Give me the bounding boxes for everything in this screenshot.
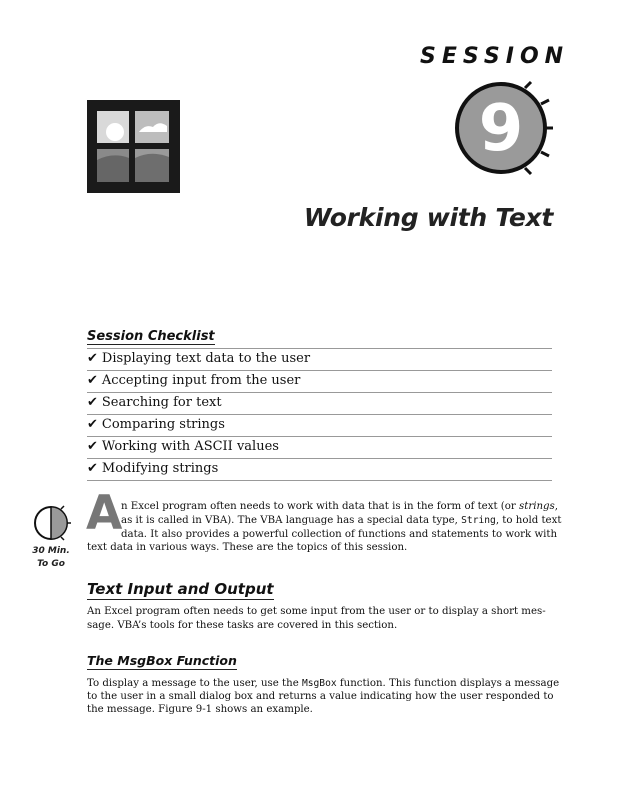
window-landscape-icon — [87, 100, 180, 193]
checkmark-icon: ✔ — [87, 461, 98, 476]
checklist-item-label: Accepting input from the user — [101, 373, 301, 388]
time-remaining-note — [20, 545, 82, 571]
checklist-item — [87, 392, 552, 414]
checkmark-icon: ✔ — [87, 351, 98, 366]
drop-cap: A — [86, 486, 123, 541]
checklist-item-label: Comparing strings — [101, 417, 225, 432]
checkmark-icon: ✔ — [87, 417, 98, 432]
session-label: SESSION — [420, 44, 570, 69]
time-remaining-line: 30 Min. — [32, 546, 70, 556]
intro-line: data. It also provides a powerful collection of functions and statements to work with — [121, 529, 558, 540]
body-line: the message. Figure 9-1 shows an example. — [87, 704, 313, 715]
clock-icon — [453, 78, 557, 178]
checklist-item — [87, 436, 552, 458]
inline-code: MsgBox — [301, 678, 337, 689]
checklist-item-label: Displaying text data to the user — [101, 351, 311, 366]
intro-line: as it is called in VBA). The VBA language has a special data type, String, to hold text — [121, 515, 562, 526]
body-line: sage. VBA’s tools for these tasks are covered in this section. — [87, 620, 398, 631]
checklist-item-label: Modifying strings — [101, 461, 219, 476]
checklist-item-label: Working with ASCII values — [101, 439, 279, 454]
body-line: An Excel program often needs to get some input from the user or to display a short mes- — [87, 606, 546, 617]
half-clock-icon — [33, 503, 73, 543]
session-number: 9 — [478, 92, 524, 166]
checkmark-icon: ✔ — [87, 373, 98, 388]
session-checklist — [87, 348, 552, 481]
checklist-item — [87, 370, 552, 392]
body-line: To display a message to the user, use the MsgBox function. This function displays a message — [87, 678, 560, 689]
checklist-item-label: Searching for text — [101, 395, 222, 410]
inline-code: String — [461, 515, 496, 526]
body-line: to the user in a small dialog box and returns a value indicating how the user responded to — [87, 691, 554, 702]
intro-line: text data in various ways. These are the topics of this session. — [87, 542, 408, 553]
checklist-item — [87, 348, 552, 370]
subsection-heading: The MsgBox Function — [87, 653, 237, 668]
checklist-item — [87, 414, 552, 436]
checklist-item — [87, 458, 552, 481]
checkmark-icon: ✔ — [87, 395, 98, 410]
checklist-heading: Session Checklist — [87, 329, 215, 344]
checkmark-icon: ✔ — [87, 439, 98, 454]
intro-line: n Excel program often needs to work with data that is in the form of text (or strings, — [121, 501, 559, 512]
time-remaining-line: To Go — [37, 559, 65, 569]
section-heading: Text Input and Output — [87, 580, 274, 598]
chapter-title: Working with Text — [303, 203, 553, 232]
